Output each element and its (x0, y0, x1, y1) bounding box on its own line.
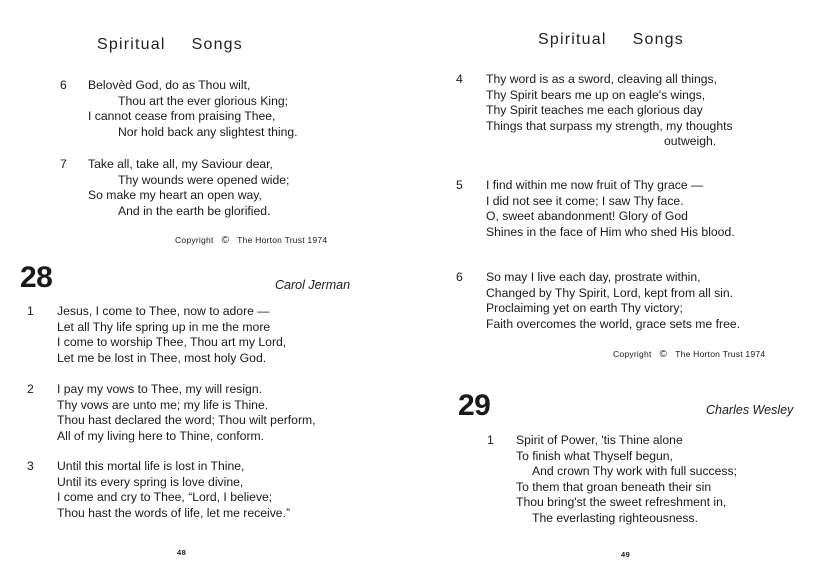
verse-line: Take all, take all, my Saviour dear, (88, 157, 273, 171)
running-head-word: Spiritual (97, 36, 166, 53)
verse-number: 2 (27, 382, 34, 396)
verse-block (27, 382, 316, 444)
page-number: 48 (177, 548, 187, 557)
verse-line: Thy Spirit bears me up on eagle's wings, (486, 87, 706, 102)
verse-line: I come to worship Thee, Thou art my Lord, (57, 335, 287, 349)
verse-line: Changed by Thy Spirit, Lord, kept from all sin. (486, 285, 734, 300)
verse-number: 3 (27, 459, 34, 473)
verse-number: 6 (60, 78, 67, 92)
verse-line: Jesus, I come to Thee, now to adore — (57, 304, 270, 318)
verse-block (456, 270, 740, 332)
verse-number: 1 (27, 304, 34, 318)
hymn-number: 29 (458, 389, 491, 422)
verse-line: Until its every spring is love divine, (57, 474, 244, 489)
verse-block (27, 459, 290, 521)
verse-number: 1 (487, 433, 494, 447)
verse-block (456, 72, 733, 150)
running-head (97, 36, 243, 54)
verse-line: Thy Spirit teaches me each glorious day (486, 103, 703, 117)
verse-line: And crown Thy work with full success; (532, 464, 738, 478)
right-page (409, 0, 818, 583)
verse-line: Thy word is as a sword, cleaving all things, (486, 72, 717, 86)
verse-line: Thy vows are unto me; my life is Thine. (57, 397, 269, 412)
copyright-symbol: © (221, 235, 230, 246)
copyright-symbol: © (659, 349, 668, 360)
hymn-author: Carol Jerman (275, 278, 351, 292)
verse-line: I cannot cease from praising Thee, (88, 109, 276, 123)
verse-block (60, 78, 298, 140)
verse-block (456, 178, 735, 240)
verse-line: Belovèd God, do as Thou wilt, (88, 78, 251, 92)
copyright-holder: The Horton Trust 1974 (237, 235, 328, 245)
verse-line: Spirit of Power, 'tis Thine alone (516, 433, 683, 447)
verse-line: Things that surpass my strength, my thoughts (486, 118, 733, 133)
running-head-word: Songs (632, 31, 684, 48)
verse-line: O, sweet abandonment! Glory of God (486, 209, 688, 223)
copyright-notice (175, 235, 327, 246)
verse-line: Until this mortal life is lost in Thine, (57, 459, 245, 473)
page-number: 49 (621, 550, 631, 559)
verse-line: I come and cry to Thee, “Lord, I believe; (57, 490, 273, 504)
copyright-notice (613, 349, 765, 360)
verse-number: 6 (456, 270, 463, 284)
verse-line: Proclaiming yet on earth Thy victory; (486, 301, 683, 315)
verse-block (60, 157, 289, 219)
running-head-word: Spiritual (538, 31, 607, 48)
verse-number: 7 (60, 157, 67, 171)
verse-line: Let all Thy life spring up in me the more (57, 319, 271, 334)
running-head-word: Songs (191, 36, 243, 53)
verse-line: Thou hast the words of life, let me receive.” (57, 505, 291, 520)
verse-line: outweigh. (664, 134, 717, 148)
verse-block (27, 304, 286, 366)
verse-line: The everlasting righteousness. (532, 510, 698, 525)
copyright-label: Copyright (175, 235, 214, 245)
verse-line: Shines in the face of Him who shed His blood. (486, 224, 735, 239)
verse-line: Faith overcomes the world, grace sets me free. (486, 316, 741, 331)
verse-line: Let me be lost in Thee, most holy God. (57, 350, 267, 365)
verse-line: I did not see it come; I saw Thy face. (486, 193, 684, 208)
verse-line: Nor hold back any slightest thing. (118, 124, 298, 139)
verse-line: Thy wounds were opened wide; (118, 172, 290, 187)
verse-line: Thou art the ever glorious King; (118, 93, 289, 108)
verse-line: I find within me now fruit of Thy grace — (486, 178, 704, 192)
verse-line: All of my living here to Thine, conform. (57, 428, 265, 443)
verse-line: So may I live each day, prostrate within, (486, 270, 701, 284)
verse-line: Thou bring'st the sweet refreshment in, (516, 495, 727, 509)
verse-line: And in the earth be glorified. (118, 203, 271, 218)
verse-line: So make my heart an open way, (88, 188, 262, 202)
verse-line: To finish what Thyself begun, (516, 448, 673, 463)
hymn-number: 28 (20, 261, 53, 294)
running-head (538, 31, 684, 49)
verse-line: Thou hast declared the word; Thou wilt perform, (57, 413, 316, 427)
copyright-holder: The Horton Trust 1974 (675, 349, 766, 359)
hymn-author: Charles Wesley (706, 403, 794, 417)
verse-number: 4 (456, 72, 463, 86)
verse-line: To them that groan beneath their sin (516, 479, 712, 494)
verse-block (487, 433, 737, 526)
verse-number: 5 (456, 178, 463, 192)
verse-line: I pay my vows to Thee, my will resign. (57, 382, 262, 396)
copyright-label: Copyright (613, 349, 652, 359)
